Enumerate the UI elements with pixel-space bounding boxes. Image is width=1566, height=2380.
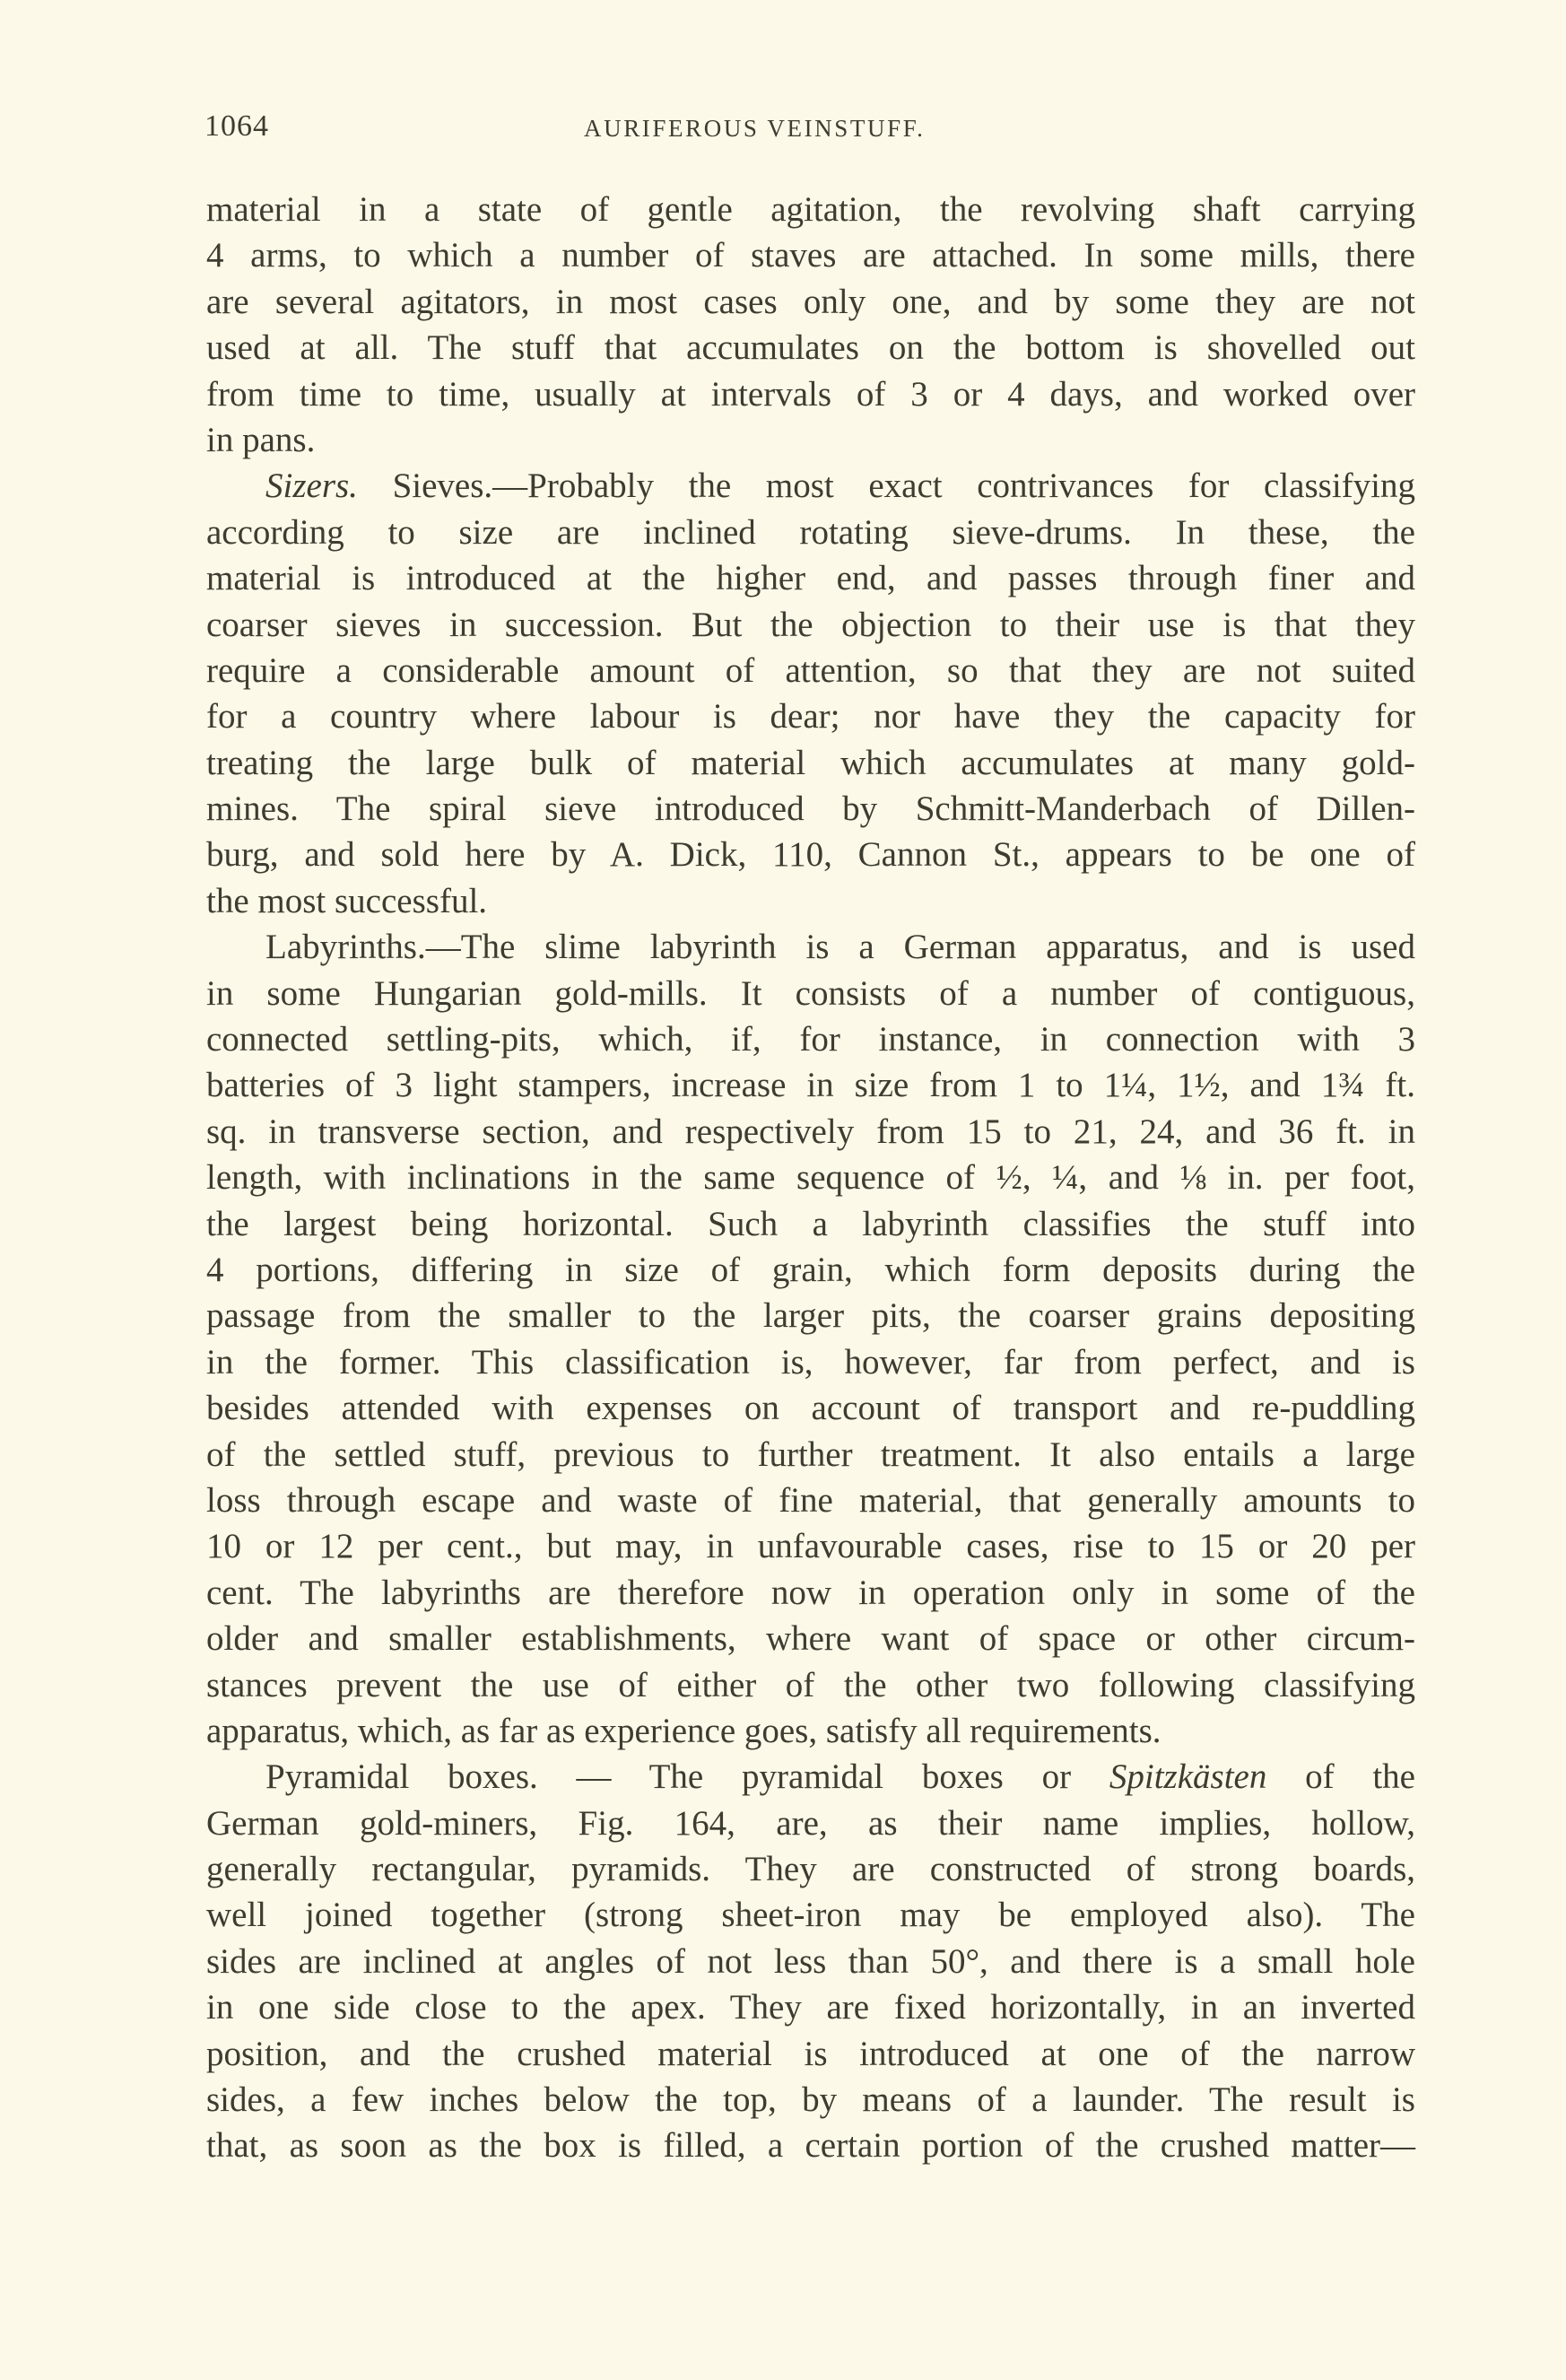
running-title: AURIFEROUS VEINSTUFF. (584, 115, 926, 142)
text-line (206, 1109, 1415, 1155)
italic-text: Sizers. (265, 466, 358, 506)
text-segment: of the (1266, 1757, 1415, 1797)
text-segment: in pans. (206, 420, 316, 459)
text-line (206, 971, 1415, 1016)
text-segment: material in a state of gentle agitation, the revolving shaft carrying (206, 190, 1415, 229)
body-text (206, 187, 1415, 2169)
text-segment: passage from the smaller to the larger pits, the coarser grains depositing (206, 1296, 1415, 1336)
text-line (206, 924, 1415, 970)
text-segment: Labyrinths.—The slime labyrinth is a German apparatus, and is used (265, 928, 1415, 967)
text-line (206, 1754, 1415, 1800)
text-line (206, 1892, 1415, 1938)
text-segment: used at all. The stuff that accumulates on the bottom is shovelled out (206, 328, 1415, 368)
text-segment: in one side close to the apex. They are fixed horizontally, in an inverted (206, 1988, 1415, 2027)
text-line (206, 187, 1415, 232)
text-line (206, 510, 1415, 555)
text-segment: are several agitators, in most cases only one, and by some they are not (206, 282, 1415, 321)
text-segment: in some Hungarian gold-mills. It consists of a number of contiguous, (206, 973, 1415, 1013)
text-segment: length, with inclinations in the same sequence of ½, ¼, and ⅛ in. per foot, (206, 1158, 1415, 1198)
text-segment: 4 arms, to which a number of staves are attached. In some mills, there (206, 236, 1415, 275)
text-line (206, 1247, 1415, 1293)
page-number: 1064 (204, 109, 269, 143)
text-segment: generally rectangular, pyramids. They are constructed of strong boards, (206, 1850, 1415, 1889)
text-line (206, 2077, 1415, 2123)
text-line (206, 555, 1415, 601)
text-segment: well joined together (strong sheet-iron may be employed also). The (206, 1896, 1415, 1935)
text-segment: coarser sieves in succession. But the objection to their use is that they (206, 605, 1415, 644)
text-segment: the most successful. (206, 881, 488, 920)
text-line (206, 1616, 1415, 1661)
text-segment: stances prevent the use of either of the other two following classifying (206, 1665, 1415, 1704)
text-segment: 4 portions, differing in size of grain, which form deposits during the (206, 1250, 1415, 1289)
text-line (206, 740, 1415, 786)
text-line (206, 1016, 1415, 1062)
text-line (206, 1432, 1415, 1478)
text-line (206, 232, 1415, 278)
text-line (206, 1201, 1415, 1247)
text-line (206, 1984, 1415, 2030)
text-segment: in the former. This classification is, however, far from perfect, and is (206, 1342, 1415, 1382)
text-segment: cent. The labyrinths are therefore now in operation only in some of the (206, 1573, 1415, 1612)
text-line (206, 1939, 1415, 1984)
text-segment: sides are inclined at angles of not less than 50°, and there is a small hole (206, 1941, 1415, 1981)
text-segment: treating the large bulk of material which accumulates at many gold- (206, 743, 1415, 782)
text-segment: batteries of 3 light stampers, increase in size from 1 to 1¼, 1½, and 1¾ ft. (206, 1066, 1415, 1105)
text-segment: sq. in transverse section, and respectively from 15 to 21, 24, and 36 ft. in (206, 1112, 1415, 1151)
text-line (206, 1523, 1415, 1569)
text-line (206, 2123, 1415, 2168)
text-segment: of the settled stuff, previous to further treatment. It also entails a large (206, 1434, 1415, 1474)
text-segment: require a considerable amount of attention, so that they are not suited (206, 650, 1415, 690)
text-segment: material is introduced at the higher end, and passes through finer and (206, 559, 1415, 598)
text-segment: Sieves.—Probably the most exact contrivances for classifying (357, 466, 1415, 506)
text-segment: burg, and sold here by A. Dick, 110, Cannon St., appears to be one of (206, 835, 1415, 875)
text-line (206, 417, 1415, 463)
text-line (206, 878, 1415, 924)
text-line (206, 1385, 1415, 1431)
text-segment: loss through escape and waste of fine material, that generally amounts to (206, 1480, 1415, 1520)
text-line (206, 371, 1415, 417)
text-segment: position, and the crushed material is introduced at one of the narrow (206, 2034, 1415, 2073)
text-segment: besides attended with expenses on account of transport and re-puddling (206, 1389, 1415, 1428)
text-line (206, 1800, 1415, 1846)
text-line (206, 2031, 1415, 2077)
text-line (206, 463, 1415, 509)
text-line (206, 1570, 1415, 1616)
text-segment: connected settling-pits, which, if, for instance, in connection with 3 (206, 1020, 1415, 1059)
text-line (206, 693, 1415, 739)
text-line (206, 325, 1415, 371)
text-segment: from time to time, usually at intervals of 3 or 4 days, and worked over (206, 374, 1415, 414)
text-segment: Pyramidal boxes. — The pyramidal boxes or (265, 1757, 1109, 1797)
text-line (206, 279, 1415, 325)
text-segment: 10 or 12 per cent., but may, in unfavourable cases, rise to 15 or 20 per (206, 1527, 1415, 1566)
text-line (206, 1708, 1415, 1754)
text-segment: the largest being horizontal. Such a labyrinth classifies the stuff into (206, 1204, 1415, 1243)
text-line (206, 832, 1415, 877)
text-line (206, 1478, 1415, 1523)
text-line (206, 786, 1415, 832)
text-line (206, 1339, 1415, 1385)
text-segment: German gold-miners, Fig. 164, are, as their name implies, hollow, (206, 1803, 1415, 1843)
italic-text: Spitzkästen (1109, 1757, 1267, 1797)
text-segment: according to size are inclined rotating sieve-drums. In these, the (206, 512, 1415, 552)
text-line (206, 1062, 1415, 1108)
text-line (206, 1293, 1415, 1338)
text-line (206, 648, 1415, 693)
text-segment: for a country where labour is dear; nor have they the capacity for (206, 697, 1415, 737)
text-line (206, 1662, 1415, 1708)
text-segment: that, as soon as the box is filled, a certain portion of the crushed matter— (206, 2126, 1415, 2166)
text-line (206, 602, 1415, 648)
text-segment: mines. The spiral sieve introduced by Schmitt-Manderbach of Dillen- (206, 789, 1415, 829)
text-segment: apparatus, which, as far as experience goes, satisfy all requirements. (206, 1711, 1161, 1750)
text-line (206, 1155, 1415, 1200)
text-line (206, 1846, 1415, 1892)
text-segment: older and smaller establishments, where want of space or other circum- (206, 1619, 1415, 1659)
text-segment: sides, a few inches below the top, by means of a launder. The result is (206, 2080, 1415, 2120)
